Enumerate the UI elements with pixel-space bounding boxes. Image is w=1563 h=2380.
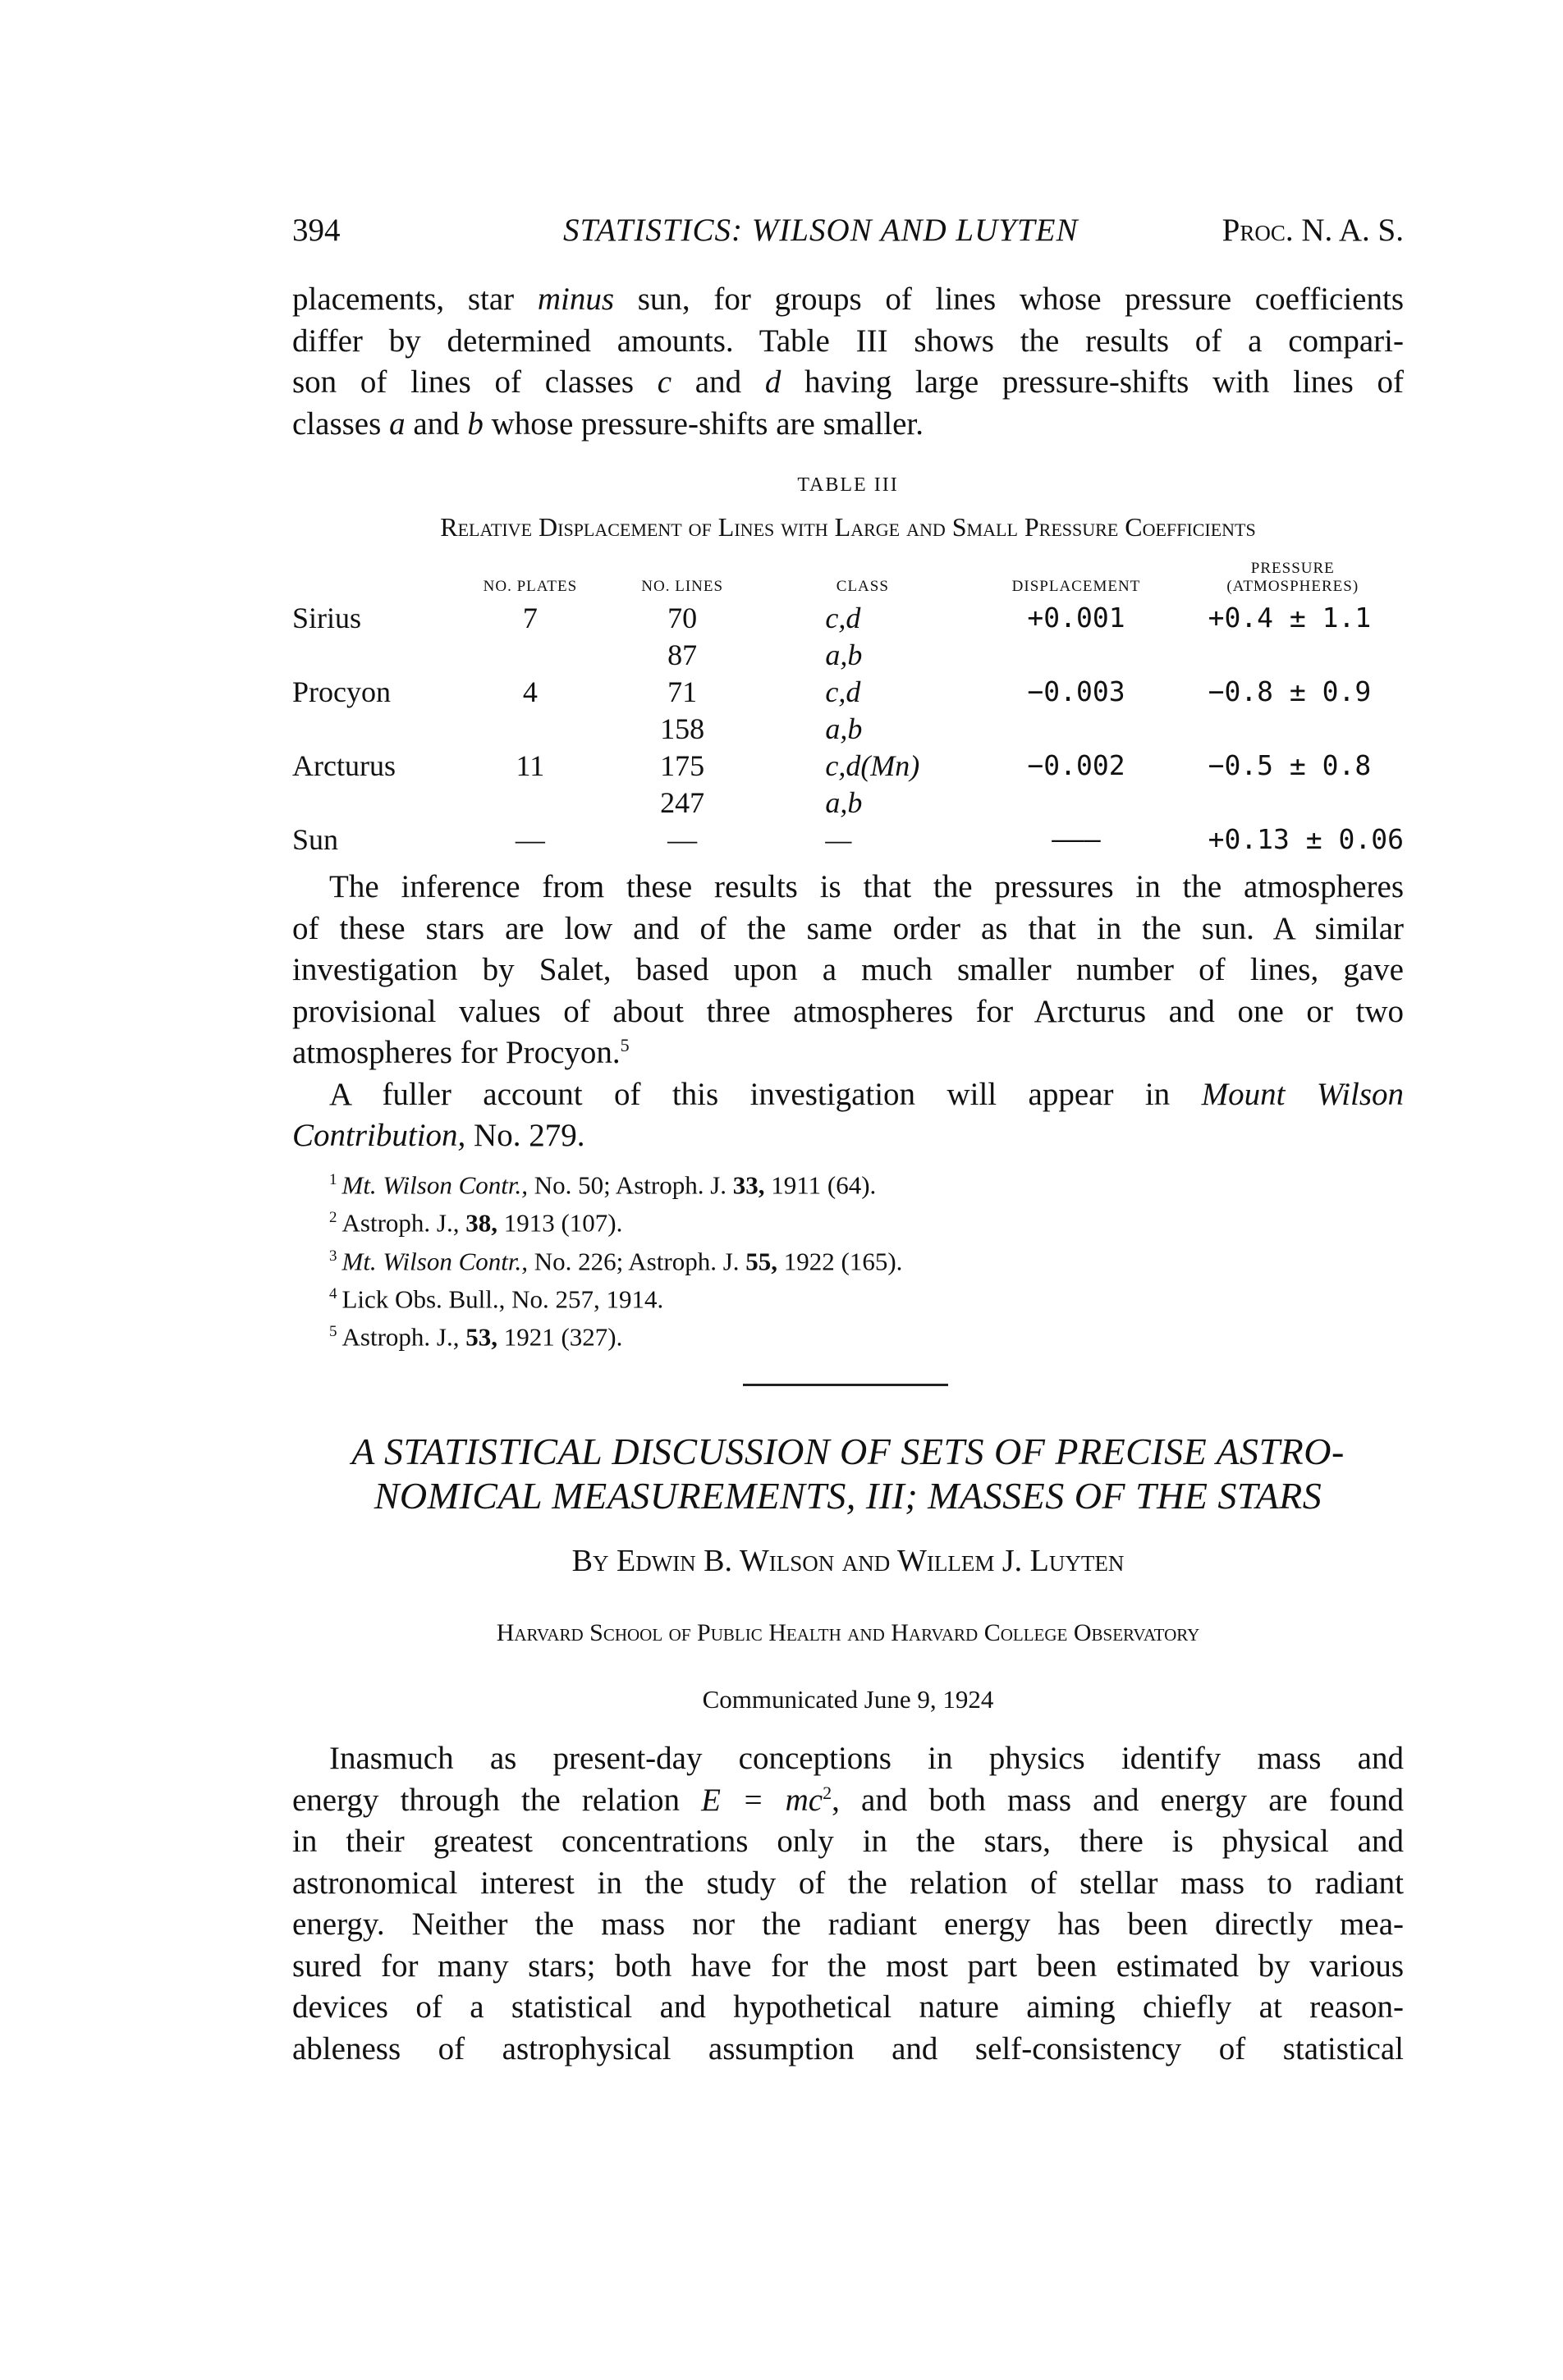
data-table (292, 558, 1404, 858)
text-line: investigation by Salet, based upon a much smaller number of lines, gave (292, 952, 1404, 987)
text-line: Contribution, No. 279. (292, 1118, 585, 1153)
text-line: of these stars are low and of the same order as that in the sun. A similar (292, 910, 1404, 946)
footnote: $^4$ Lick Obs. Bull., No. 257, 1914. (329, 1284, 664, 1314)
table-row: Sun — — — ——— +0.13 ± 0.06 (292, 822, 1404, 856)
table-row: Arcturus 11 175 c,d(Mn) −0.002 −0.5 ± 0.8 (292, 748, 1372, 782)
communicated-date: Communicated June 9, 1924 (702, 1685, 994, 1714)
text-line: classes a and b whose pressure-shifts are smaller. (292, 405, 924, 442)
header-displacement: DISPLACEMENT (1011, 578, 1141, 595)
text-line: in their greatest concentrations only in the stars, there is physical and (292, 1824, 1404, 1859)
table-row: Procyon 4 71 c,d −0.003 −0.8 ± 0.9 (292, 675, 1372, 708)
header-lines: NO. LINES (641, 578, 724, 595)
table-row: 158 a,b (660, 712, 863, 745)
table-header-row (292, 558, 1404, 599)
text-line: provisional values of about three atmospheres for Arcturus and one or two (292, 993, 1404, 1029)
article-authors: By Edwin B. Wilson and Willem J. Luyten (571, 1544, 1125, 1578)
article-title: A STATISTICAL DISCUSSION OF SETS OF PRECISE ASTRO- NOMICAL MEASUREMENTS, III; MASSES OF THE STARS (351, 1430, 1345, 1517)
table-label: TABLE III (797, 474, 899, 496)
intro-paragraph (292, 279, 1404, 445)
footnote: $^3$ Mt. Wilson Contr., No. 226; Astroph. J. 55, 1922 (165). (329, 1246, 903, 1275)
table-row: 247 a,b (660, 785, 863, 819)
text-line: A fuller account of this investigation will appear in Mount Wilson (329, 1076, 1405, 1112)
article-affiliation: Harvard School of Public Health and Harvard College Observatory (496, 1619, 1200, 1646)
header-pressure: PRESSURE (ATMOSPHERES) (1226, 560, 1359, 595)
running-title: STATISTICS: WILSON AND LUYTEN (563, 213, 1079, 248)
table-row: Sirius 7 70 c,d +0.001 +0.4 ± 1.1 (292, 601, 1372, 634)
text-line: Inasmuch as present-day conceptions in physics identify mass and (329, 1741, 1404, 1776)
text-line: differ by determined amounts. Table III shows the results of a compari- (292, 323, 1404, 359)
section-divider (743, 1384, 948, 1386)
text-line: energy through the relation $E = mc^2$, and both mass and energy are found (292, 1782, 1404, 1818)
journal-name: Proc. N. A. S. (1222, 213, 1404, 248)
text-line: son of lines of classes c and d having large pressure-shifts with lines of (292, 364, 1404, 400)
running-header (292, 212, 1404, 251)
text-line: sured for many stars; both have for the most part been estimated by various (292, 1947, 1404, 1984)
header-class: CLASS (836, 578, 889, 595)
text-line: The inference from these results is that the pressures in the atmospheres (329, 869, 1404, 904)
header-star (292, 558, 451, 599)
page-number: 394 (292, 213, 341, 248)
table-row: 87 a,b (667, 638, 863, 671)
text-line: energy. Neither the mass nor the radiant energy has been directly mea- (292, 1906, 1404, 1942)
header-plates: NO. PLATES (483, 578, 578, 595)
footnote: $^2$ Astroph. J., 38, 1913 (107). (329, 1208, 623, 1238)
text-line: ableness of astrophysical assumption and self-consistency of statistical (292, 2030, 1404, 2066)
footnotes (329, 1164, 1396, 1354)
text-line: devices of a statistical and hypothetical nature aiming chiefly at reason- (292, 1989, 1404, 2025)
text-line: astronomical interest in the study of the relation of stellar mass to radiant (292, 1865, 1404, 1901)
text-line: atmospheres for Procyon.$^5$ (292, 1035, 630, 1070)
footnote: $^1$ Mt. Wilson Contr., No. 50; Astroph. J. 33, 1911 (64). (329, 1170, 877, 1200)
table-caption: Relative Displacement of Lines with Large and Small Pressure Coefficients (440, 512, 1256, 542)
body-paragraph (292, 1738, 1404, 2070)
footnote: $^5$ Astroph. J., 53, 1921 (327). (329, 1322, 623, 1352)
conclusion-paragraph (292, 867, 1404, 1157)
text-line: placements, star minus sun, for groups of lines whose pressure coefficients (292, 281, 1405, 317)
